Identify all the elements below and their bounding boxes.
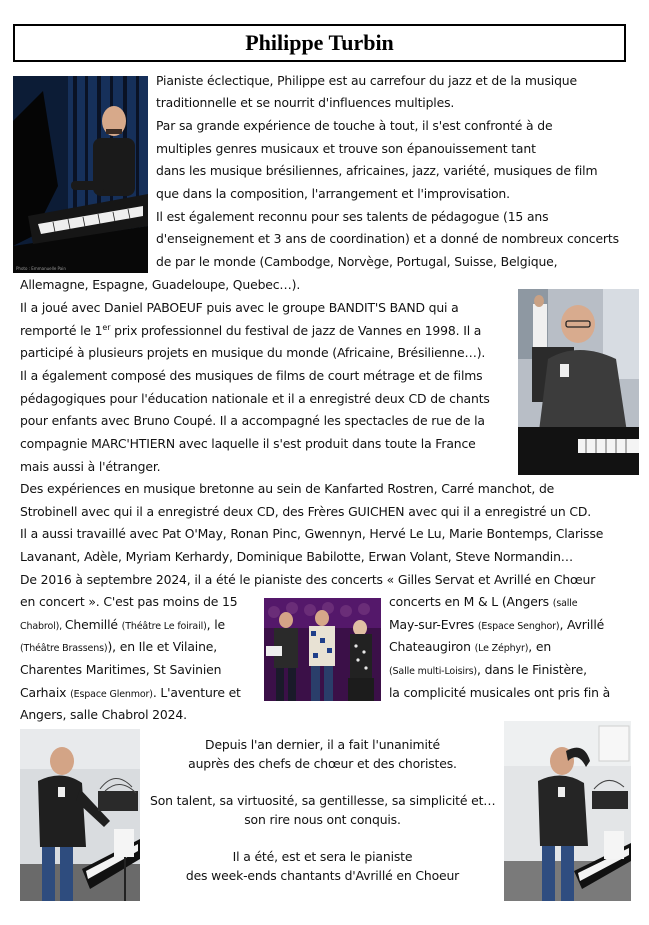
text-line: Charentes Maritimes, St Savinien [20,662,222,677]
text-line: Lavanant, Adèle, Myriam Kerhardy, Dominique Babilotte, Erwan Volant, Steve Normandin… [20,549,574,564]
photo-rehearsal-right [504,721,631,901]
text-span: . L'aventure et [152,685,241,700]
text-line: auprès des chefs de chœur et des choristes. [188,756,457,771]
page-title: Philippe Turbin [245,30,394,55]
text-span: (Salle multi-Loisirs) [389,666,477,677]
text-line [389,659,587,684]
photo-grand-piano [13,76,148,273]
closing-text [150,735,495,885]
text-span: Chemillé [64,617,122,632]
text-span: remporté le 1 [20,323,103,338]
text-line [20,320,481,343]
text-span: Chabrol), [20,621,65,632]
text-span: (Espace Glenmor) [70,689,153,700]
text-line: De 2016 à septembre 2024, il a été le pianiste des concerts « Gilles Servat et Avrillé en Chœur [20,572,596,587]
text-line: pour enfants avec Bruno Coupé. Il a accompagné les spectacles de rue de la [20,413,485,428]
text-span: ), en Ile et Vilaine, [107,639,218,654]
text-line: Il est également reconnu pour ses talents de pédagogue (15 ans [156,209,549,224]
text-line [389,614,604,639]
photo-rehearsal-left [20,729,140,901]
text-line: Depuis l'an dernier, il a fait l'unanimité [205,737,440,752]
text-line: son rire nous ont conquis. [244,812,401,827]
text-span: (Théâtre Brassens) [20,643,108,654]
photo-credit: Photo : Emmanuelle Pain [16,266,66,271]
superscript: er [102,322,111,332]
text-line: Par sa grande expérience de touche à tout, il s'est confronté à de [156,118,553,133]
text-line: compagnie MARC'HTIERN avec laquelle il s'est produit dans toute la France [20,436,476,451]
text-line: Son talent, sa virtuosité, sa gentillesse, sa simplicité et… [150,793,496,808]
text-line: Il a également composé des musiques de films de court métrage et de films [20,368,483,383]
text-line: de par le monde (Cambodge, Norvège, Portugal, Suisse, Belgique, [156,254,558,269]
text-line [20,682,241,707]
text-line: multiples genres musicaux et trouve son épanouissement tant [156,141,536,156]
text-span: , le [206,617,225,632]
photo-keyboard [518,289,639,475]
text-line: la complicité musicales ont pris fin à [389,685,611,700]
text-line: mais aussi à l'étranger. [20,459,161,474]
text-span: Carhaix [20,685,71,700]
text-line [20,636,217,661]
text-span: (Le Zéphyr) [474,643,529,654]
text-span: May-sur-Evres [389,617,478,632]
text-span: Chateaugiron [389,639,475,654]
text-line: des week-ends chantants d'Avrillé en Choeur [185,868,460,883]
text-line: Angers, salle Chabrol 2024. [20,707,187,722]
text-span: concerts en M & L (Angers [389,594,553,609]
text-line: dans les musique brésiliennes, africaines, jazz, variété, musiques de film [156,163,598,178]
text-line: d'enseignement et 3 ans de coordination) et a donné de nombreux concerts [156,231,619,246]
text-line: traditionnelle et se nourrit d'influences multiples. [156,95,455,110]
text-line [20,614,225,639]
text-span: , Avrillé [559,617,605,632]
text-line [389,636,551,661]
text-line [389,591,577,616]
text-line: participé à plusieurs projets en musique du monde (Africaine, Brésilienne…). [20,345,486,360]
photo-concert [264,598,381,701]
text-line: Il a joué avec Daniel PABOEUF puis avec le groupe BANDIT'S BAND qui a [20,300,459,315]
text-span: , en [528,639,552,654]
text-span: (Théâtre Le foirail) [121,621,207,632]
text-line: Il a aussi travaillé avec Pat O'May, Ronan Pinc, Gwennyn, Hervé Le Lu, Marie Bontemps, Clarisse [20,526,604,541]
text-line: Pianiste éclectique, Philippe est au carrefour du jazz et de la musique [156,73,577,88]
text-span: (salle [552,598,578,609]
text-span: (Espace Senghor) [477,621,560,632]
text-span: prix professionnel du festival de jazz de Vannes en 1998. Il a [110,323,482,338]
text-span: , dans le Finistère, [477,662,587,677]
text-line: en concert ». C'est pas moins de 15 [20,594,238,609]
text-line: Allemagne, Espagne, Guadeloupe, Quebec…). [20,277,301,292]
text-line: Il a été, est et sera le pianiste [232,849,413,864]
text-line: que dans la composition, l'arrangement et l'improvisation. [156,186,510,201]
text-line: Strobinell avec qui il a enregistré deux CD, des Frères GUICHEN avec qui il a enregistré un CD. [20,504,592,519]
title-box [13,24,626,62]
text-line: pédagogiques pour l'éducation nationale et il a enregistré deux CD de chants [20,391,490,406]
text-line: Des expériences en musique bretonne au sein de Kanfarted Rostren, Carré manchot, de [20,481,555,496]
